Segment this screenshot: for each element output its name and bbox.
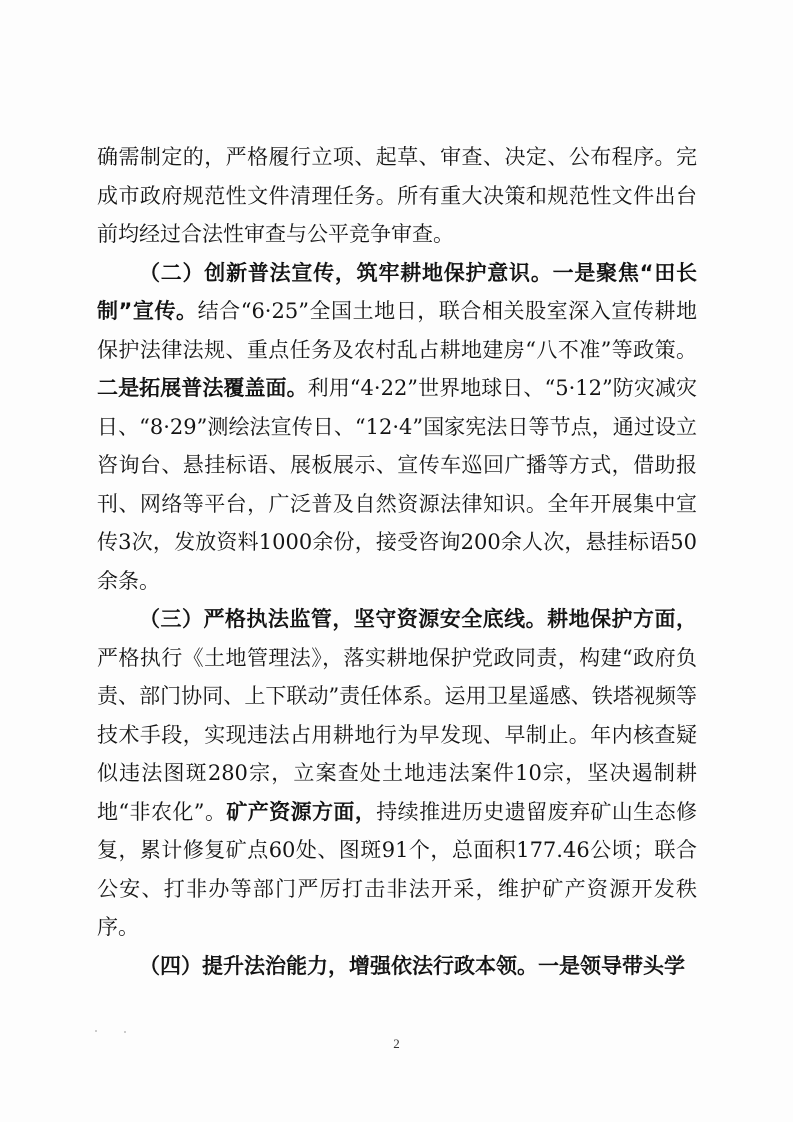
scan-artifact — [95, 1030, 97, 1032]
body-text: 结合“6·25”全国土地日，联合相关股室深入宣传耕地保护法律法规、重点任务及农村乱占耕地建房“八不准”等政策。 — [97, 299, 697, 362]
page-number: 2 — [393, 1036, 400, 1051]
paragraph — [97, 138, 697, 254]
body-text: 严格执行《土地管理法》，落实耕地保护党政同责，构建“政府负责、部门协同、上下联动”责任体系。运用卫星遥感、铁塔视频等技术手段，实现违法占用耕地行为早发现、早制止。年内核查疑似违法图斑280宗，立案查处土地违法案件10宗，坚决遏制耕地“非农化”。 — [97, 645, 697, 824]
bold-heading-text: 矿产资源方面， — [226, 799, 377, 824]
body-text: 持续推进历史遗留废弃矿山生态修复，累计修复矿点60处、图斑91个，总面积177.46公顷；联合公安、打非办等部门严厉打击非法开采，维护矿产资源开发秩序。 — [97, 799, 698, 939]
bold-heading-text: （二）创新普法宣传，筑牢耕地保护意识。一是聚焦“田长制”宣传。 — [97, 260, 697, 323]
paragraph — [97, 947, 697, 986]
bold-heading-text: 二是拓展普法覆盖面。 — [97, 376, 308, 400]
body-text: 利用“4·22”世界地球日、“5·12”防灾减灾日、“8·29”测绘法宣传日、“12·4”国家宪法日等节点，通过设立咨询台、悬挂标语、展板展示、宣传车巡回广播等方式，借助报刊、网络等平台，广泛普及自然资源法律知识。全年开展集中宣传3次，发放资料1000余份，接受咨询200余人次，悬挂标语50余条。 — [97, 376, 697, 593]
bold-heading-text: （三）严格执法监管，坚守资源安全底线。耕地保护方面， — [139, 607, 697, 631]
paragraph — [97, 600, 697, 947]
body-text: 确需制定的，严格履行立项、起草、审查、决定、公布程序。完成市政府规范性文件清理任务。所有重大决策和规范性文件出台前均经过合法性审查与公平竞争审查。 — [97, 145, 697, 246]
bold-heading-text: （四）提升法治能力，增强依法行政本领。一是领导带头学 — [139, 953, 685, 978]
scan-artifact — [124, 1031, 126, 1033]
paragraph — [97, 254, 697, 601]
document-body — [97, 138, 697, 985]
